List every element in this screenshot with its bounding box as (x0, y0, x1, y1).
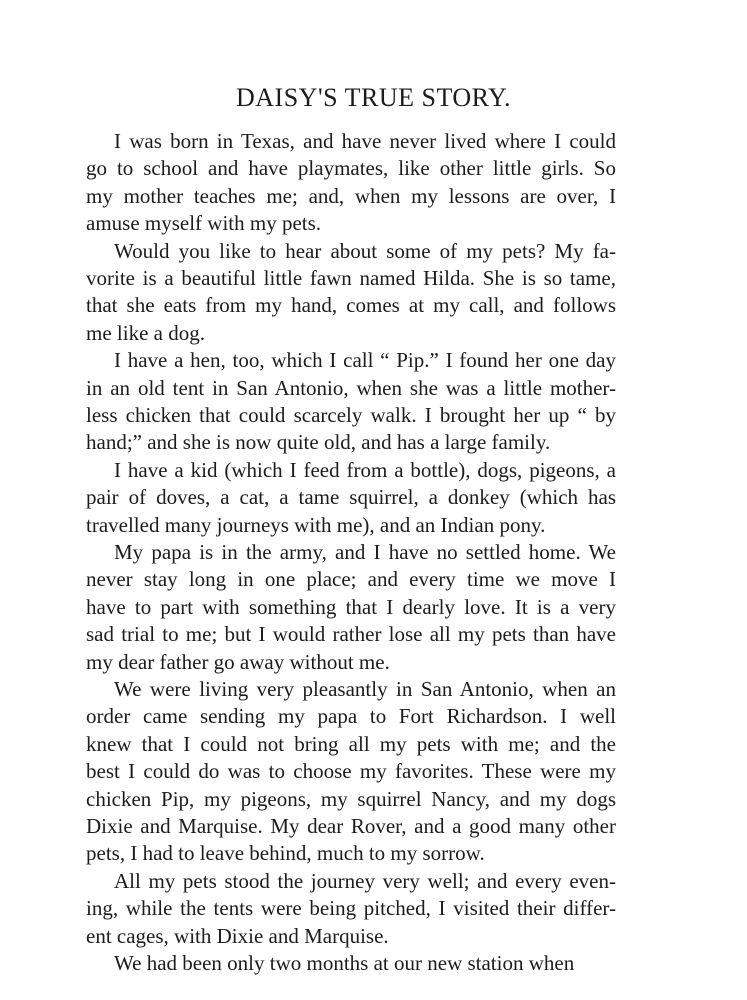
text-line: All my pets stood the journey very well; and every even- (114, 868, 616, 893)
text-line: pets, I had to leave behind, much to my sorrow. (86, 841, 485, 866)
text-line: in an old tent in San Antonio, when she was a little mother- (86, 375, 616, 400)
text-line: amuse myself with my pets. (86, 211, 322, 236)
text-line: less chicken that could scarcely walk. I brought her up “ by (86, 403, 616, 427)
text-line: We had been only two months at our new station when (114, 951, 575, 975)
text-line: pair of doves, a cat, a tame squirrel, a donkey (which has (86, 485, 616, 510)
text-line: travelled many journeys with me), and an Indian pony. (86, 512, 546, 537)
text-line: my dear father go away without me. (86, 649, 390, 674)
text-line: chicken Pip, my pigeons, my squirrel Nancy, and my dogs (86, 786, 616, 811)
text-line: my mother teaches me; and, when my lessons are over, I (86, 183, 616, 208)
text-line: Dixie and Marquise. My dear Rover, and a good many other (86, 814, 616, 838)
text-line: I was born in Texas, and have never lived where I could (114, 129, 616, 153)
text-line: have to part with something that I dearly love. It is a very (86, 594, 616, 619)
text-line: that she eats from my hand, comes at my call, and follows (86, 293, 616, 318)
text-line: me like a dog. (86, 320, 205, 345)
text-line: We were living very pleasantly in San Antonio, when an (114, 677, 616, 701)
text-line: never stay long in one place; and every time we move I (86, 567, 616, 592)
text-line: My papa is in the army, and I have no settled home. We (114, 540, 616, 564)
text-line: knew that I could not bring all my pets with me; and the (86, 731, 616, 756)
text-line: order came sending my papa to Fort Richardson. I well (86, 704, 616, 729)
page-title: DAISY'S TRUE STORY. (236, 83, 511, 112)
text-line: hand;” and she is now quite old, and has a large family. (86, 430, 551, 455)
text-line: Would you like to hear about some of my pets? My fa- (114, 238, 616, 263)
text-line: ing, while the tents were being pitched, I visited their differ- (86, 896, 616, 921)
text-line: I have a hen, too, which I call “ Pip.” I found her one day (114, 348, 616, 373)
text-line: sad trial to me; but I would rather lose all my pets than have (86, 622, 616, 647)
text-line: ent cages, with Dixie and Marquise. (86, 923, 389, 948)
text-line: best I could do was to choose my favorites. These were my (86, 759, 616, 784)
text-line: I have a kid (which I feed from a bottle), dogs, pigeons, a (114, 457, 616, 482)
text-line: vorite is a beautiful little fawn named Hilda. She is so tame, (86, 266, 616, 290)
text-line: go to school and have playmates, like other little girls. So (86, 156, 616, 181)
